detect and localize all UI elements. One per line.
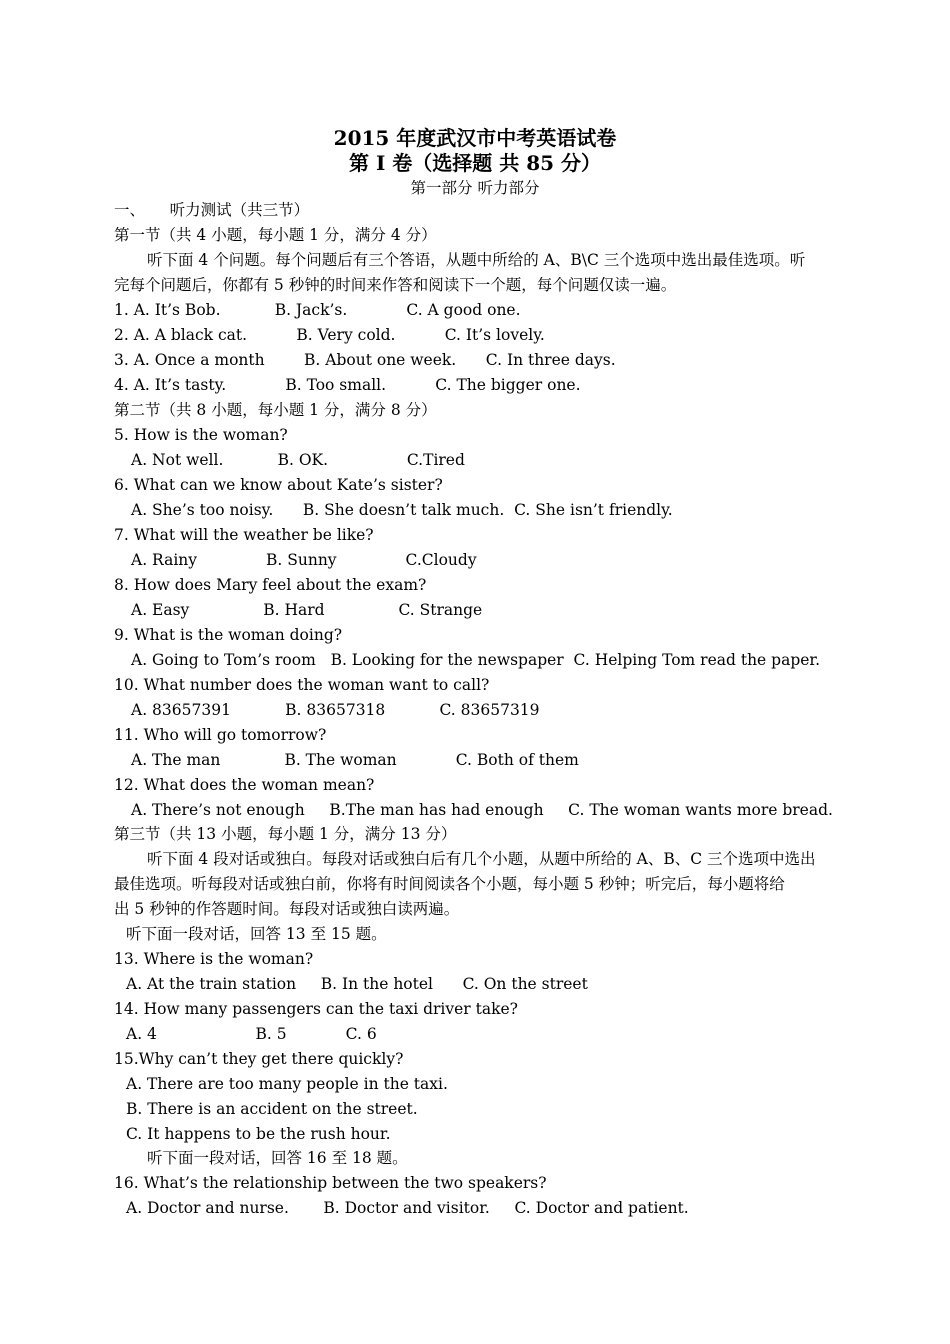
text-line: 一、 听力测试（共三节）	[114, 201, 310, 219]
text-line: 7. What will the weather be like?	[114, 526, 374, 544]
text-line: A. Rainy B. Sunny C.Cloudy	[131, 551, 477, 569]
text-line: 1. A. It’s Bob. B. Jack’s. C. A good one.	[114, 301, 521, 319]
text-line: 2. A. A black cat. B. Very cold. C. It’s lovely.	[114, 326, 545, 344]
text-line: A. Not well. B. OK. C.Tired	[131, 451, 465, 469]
text-line: 13. Where is the woman?	[114, 950, 314, 968]
text-line: A. At the train station B. In the hotel C. On the street	[126, 975, 588, 993]
text-line: 6. What can we know about Kate’s sister?	[114, 476, 443, 494]
text-line: A. 83657391 B. 83657318 C. 83657319	[131, 701, 540, 719]
text-line: 10. What number does the woman want to call?	[114, 676, 490, 694]
text-line: A. 4 B. 5 C. 6	[126, 1025, 377, 1043]
text-line: 14. How many passengers can the taxi driver take?	[114, 1000, 518, 1018]
text-line: 11. Who will go tomorrow?	[114, 726, 327, 744]
text-line: 5. How is the woman?	[114, 426, 288, 444]
text-line: 听下面一段对话，回答 16 至 18 题。	[147, 1149, 408, 1167]
text-line: 出 5 秒钟的作答题时间。每段对话或独白读两遍。	[114, 900, 460, 918]
text-line: C. It happens to be the rush hour.	[126, 1125, 391, 1143]
part-title: 第一部分 听力部分	[410, 179, 540, 197]
text-line: 3. A. Once a month B. About one week. C. In three days.	[114, 351, 616, 369]
text-line: 听下面 4 段对话或独白。每段对话或独白后有几个小题，从题中所给的 A、B、C 三个选项中选出	[147, 850, 816, 868]
text-line: 4. A. It’s tasty. B. Too small. C. The bigger one.	[114, 376, 581, 394]
text-line: A. Easy B. Hard C. Strange	[131, 601, 483, 619]
text-line: A. She’s too noisy. B. She doesn’t talk much. C. She isn’t friendly.	[131, 501, 673, 519]
text-line: A. Doctor and nurse. B. Doctor and visitor. C. Doctor and patient.	[126, 1199, 689, 1217]
text-line: A. Going to Tom’s room B. Looking for the newspaper C. Helping Tom read the paper.	[131, 651, 821, 669]
text-line: A. There’s not enough B.The man has had enough C. The woman wants more bread.	[131, 801, 833, 819]
text-line: 12. What does the woman mean?	[114, 776, 375, 794]
text-line: 完每个问题后，你都有 5 秒钟的时间来作答和阅读下一个题，每个问题仅读一遍。	[114, 276, 677, 294]
text-line: 听下面 4 个问题。每个问题后有三个答语，从题中所给的 A、B\C 三个选项中选出最佳选项。听	[147, 251, 806, 269]
text-line: 第一节（共 4 小题，每小题 1 分，满分 4 分）	[114, 226, 437, 244]
text-line: A. The man B. The woman C. Both of them	[131, 751, 579, 769]
volume-title: 第 I 卷（选择题 共 85 分）	[348, 151, 601, 175]
text-line: 第三节（共 13 小题，每小题 1 分，满分 13 分）	[114, 825, 457, 843]
text-line: 16. What’s the relationship between the two speakers?	[114, 1174, 547, 1192]
text-line: B. There is an accident on the street.	[126, 1100, 418, 1118]
text-line: 9. What is the woman doing?	[114, 626, 343, 644]
text-line: 最佳选项。听每段对话或独白前，你将有时间阅读各个小题，每小题 5 秒钟；听完后，每小题将给	[114, 875, 785, 893]
text-line: 听下面一段对话，回答 13 至 15 题。	[126, 925, 387, 943]
text-line: A. There are too many people in the taxi.	[126, 1075, 448, 1093]
text-line: 第二节（共 8 小题，每小题 1 分，满分 8 分）	[114, 401, 437, 419]
text-line: 15.Why can’t they get there quickly?	[114, 1050, 404, 1068]
exam-title: 2015 年度武汉市中考英语试卷	[333, 126, 617, 150]
text-line: 8. How does Mary feel about the exam?	[114, 576, 427, 594]
